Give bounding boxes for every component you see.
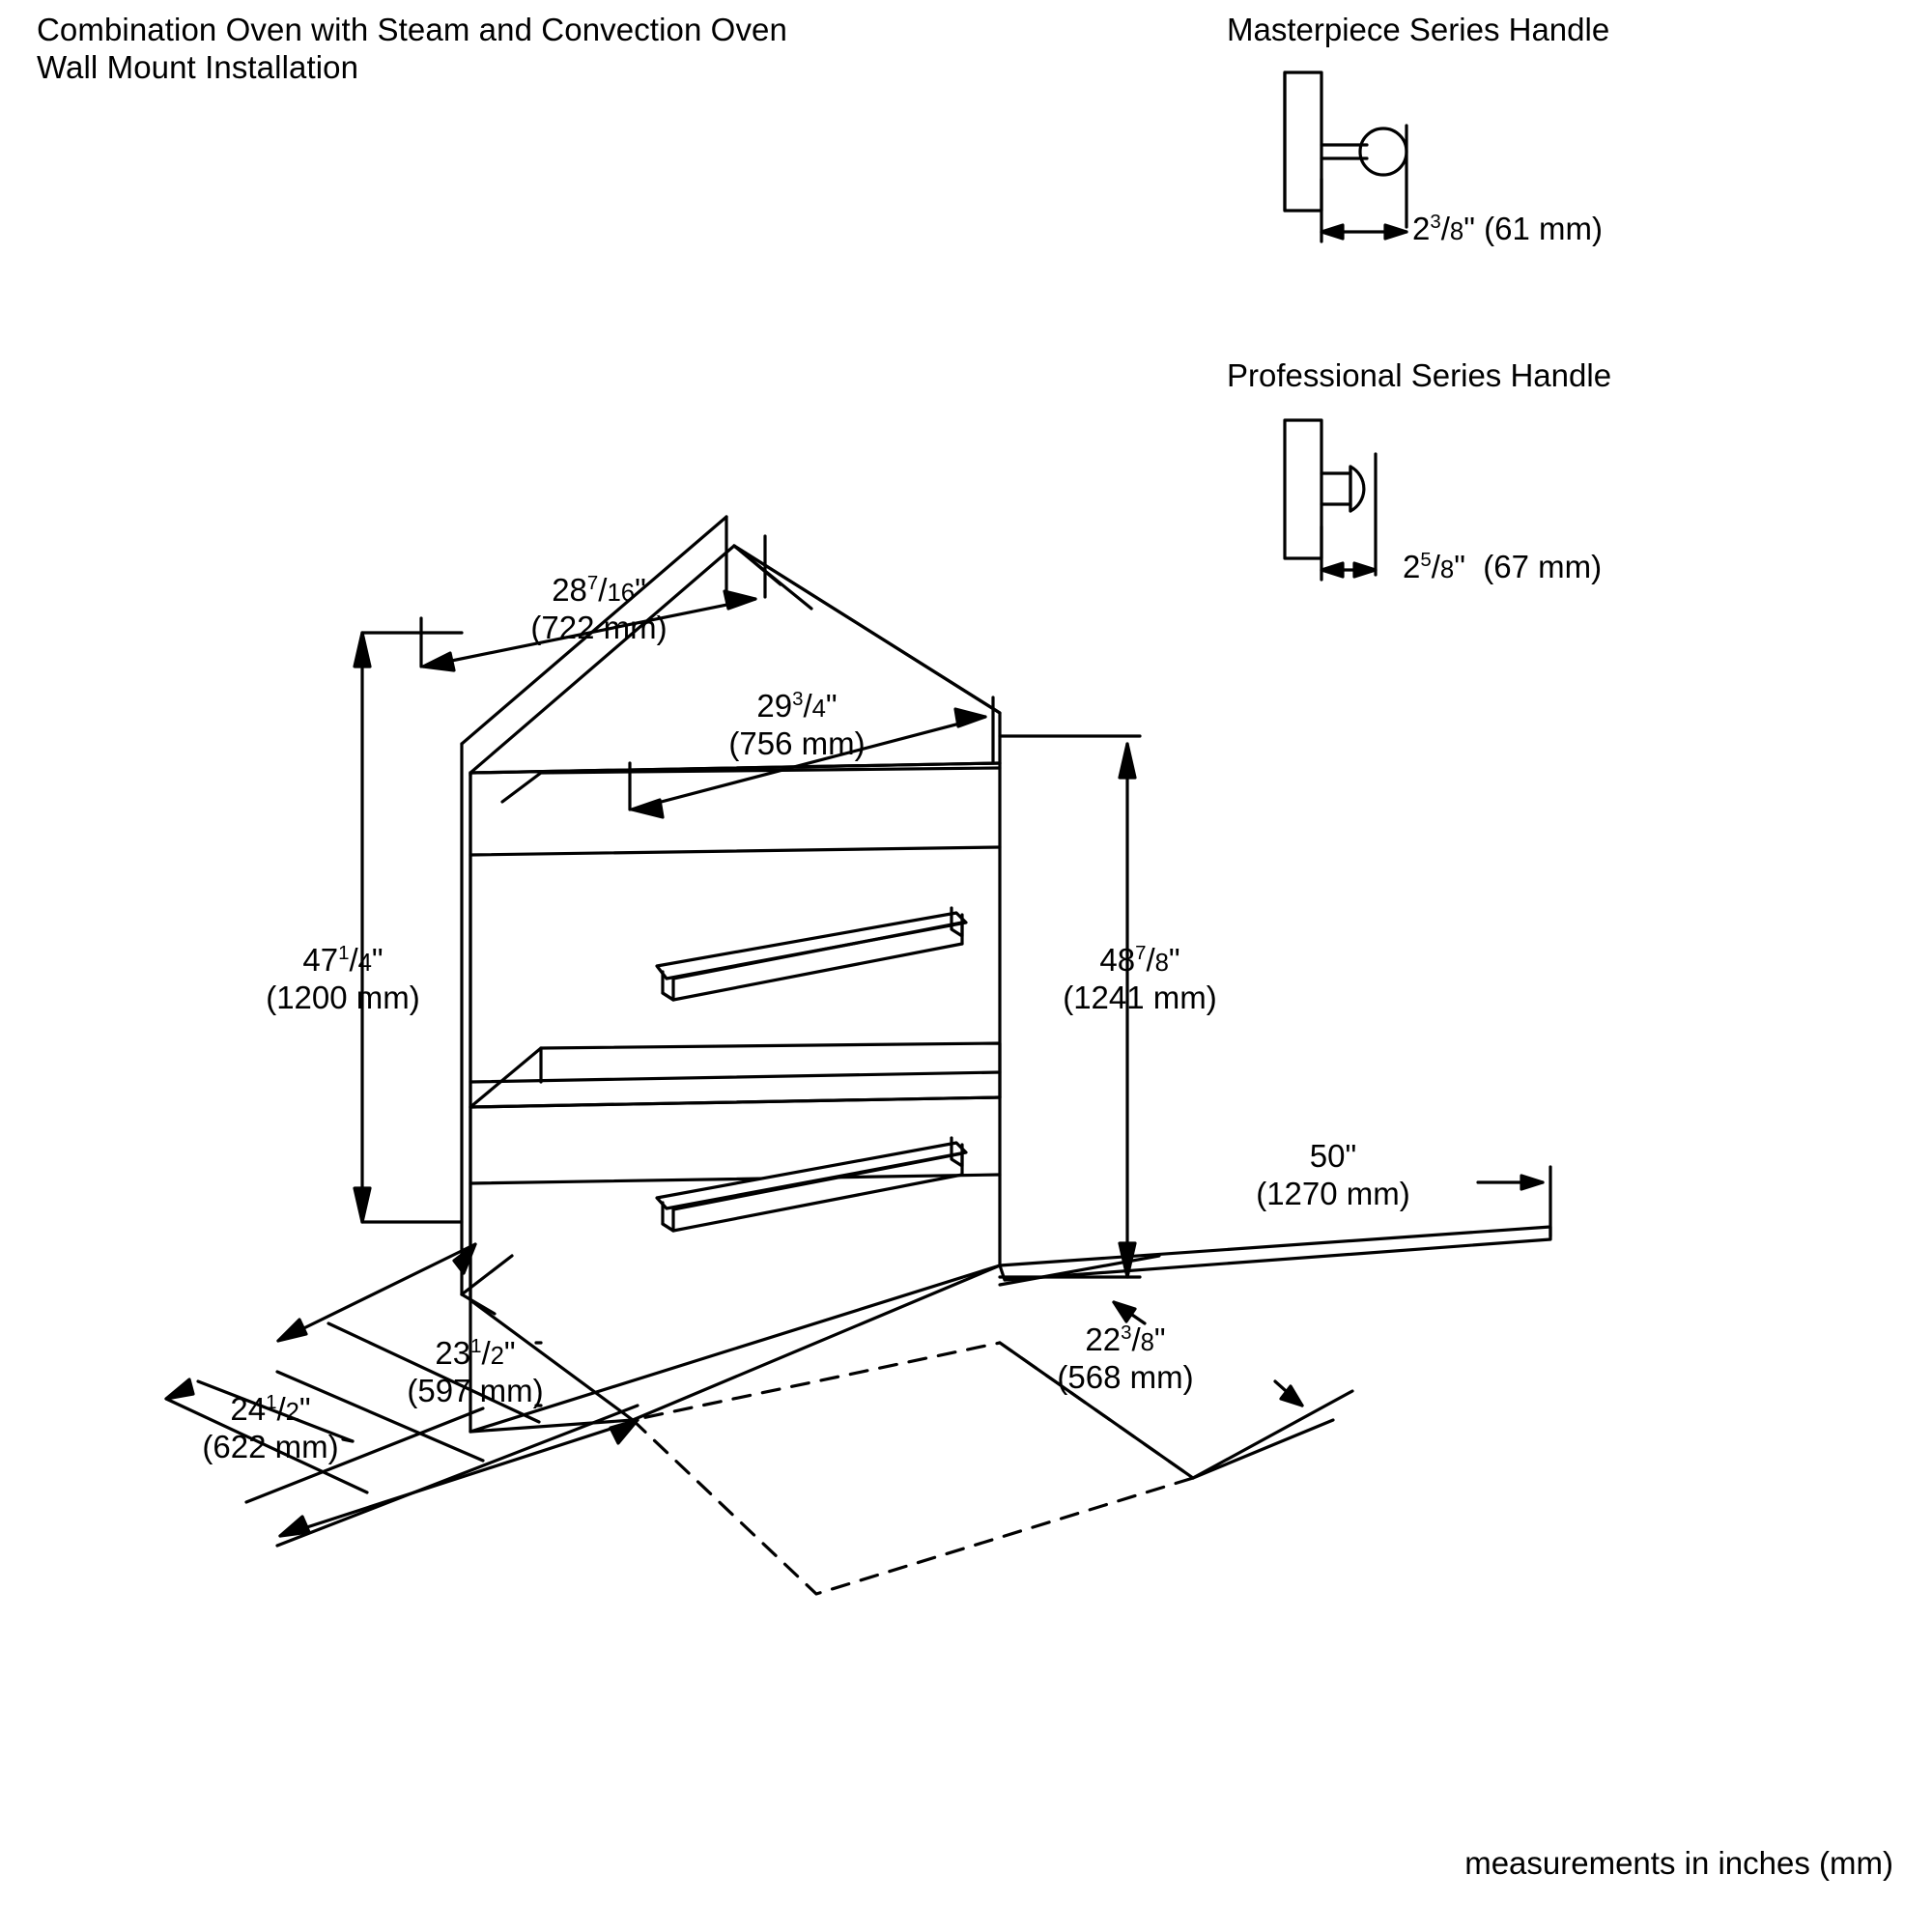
dim-label-cutout-depth: $23^1/2$" (597 mm) (407, 1335, 544, 1408)
id-unit: " (1153, 1321, 1166, 1357)
ch-num: 1 (338, 942, 350, 964)
masterpiece-handle-depth: $2^3/8$" (61 mm) (1412, 211, 1603, 246)
dim-label-overall-depth: $24^1/2$" (622 mm) (202, 1391, 339, 1464)
ch-whole: 47 (302, 942, 339, 978)
cl-mm: (1270 mm) (1256, 1175, 1410, 1211)
cw-den: 16 (607, 580, 636, 607)
pro-depth-whole: 2 (1403, 549, 1421, 584)
id-mm: (568 mm) (1057, 1358, 1194, 1395)
cl-whole: 50 (1309, 1138, 1346, 1174)
pro-depth-unit: " (1454, 549, 1465, 584)
dim-cutout-height (355, 633, 462, 1222)
cd-unit: " (503, 1335, 516, 1371)
oh-whole: 48 (1099, 942, 1136, 978)
title-line-2: Wall Mount Installation (37, 48, 359, 85)
professional-handle-title: Professional Series Handle (1227, 357, 1612, 393)
cd-den: 2 (490, 1343, 504, 1370)
oh-den: 8 (1154, 950, 1169, 977)
cw-num: 7 (586, 572, 599, 594)
cd-num: 1 (470, 1335, 482, 1357)
pw-den: 4 (811, 696, 826, 723)
pw-num: 3 (792, 688, 804, 710)
pw-unit: " (825, 688, 838, 724)
ch-unit: " (371, 942, 384, 978)
od-mm: (622 mm) (202, 1428, 339, 1464)
cd-mm: (597 mm) (407, 1372, 544, 1408)
id-den: 8 (1140, 1329, 1154, 1356)
mp-depth-unit: " (1463, 211, 1475, 246)
dim-label-cutout-width: $28^7/16$" (722 mm) (530, 572, 668, 645)
od-unit: " (298, 1391, 311, 1427)
ch-mm: (1200 mm) (266, 979, 420, 1015)
pw-whole: 29 (756, 688, 793, 724)
dim-label-clearance (1188, 1138, 1478, 1213)
mp-depth-den: 8 (1449, 218, 1464, 245)
pro-depth-den: 8 (1439, 556, 1455, 583)
cl-unit: " (1345, 1138, 1357, 1174)
od-num: 1 (266, 1391, 277, 1413)
oh-mm: (1241 mm) (1063, 979, 1217, 1015)
title-line-1: Combination Oven with Steam and Convection Oven (37, 12, 787, 47)
cw-whole: 28 (552, 572, 587, 608)
pro-depth-num: 5 (1420, 549, 1432, 571)
dim-label-cutout-height: $47^1/4$" (1200 mm) (266, 942, 420, 1015)
id-num: 3 (1121, 1321, 1132, 1344)
od-whole: 24 (230, 1391, 267, 1427)
dim-label-interior-depth: $22^3/8$" (568 mm) (1057, 1321, 1194, 1395)
footer-note: measurements in inches (mm) (1464, 1845, 1893, 1881)
mp-depth-mm: (61 mm) (1484, 211, 1603, 246)
page-title (37, 12, 1177, 87)
dim-label-overall-height: $48^7/8$" (1241 mm) (1063, 942, 1217, 1015)
id-whole: 22 (1085, 1321, 1122, 1357)
cw-unit: " (635, 572, 646, 608)
pro-depth-mm: (67 mm) (1483, 549, 1603, 584)
cw-mm: (722 mm) (530, 609, 668, 645)
oh-num: 7 (1135, 942, 1147, 964)
oven-body (462, 517, 1000, 1432)
cd-whole: 23 (435, 1335, 471, 1371)
professional-handle-icon (1285, 420, 1376, 580)
professional-handle-depth: $2^5/8$" (67 mm) (1403, 549, 1603, 584)
mp-depth-whole: 2 (1412, 211, 1431, 246)
pw-mm: (756 mm) (728, 724, 866, 761)
masterpiece-handle-title: Masterpiece Series Handle (1227, 12, 1610, 47)
ch-den: 4 (357, 950, 372, 977)
od-den: 2 (285, 1399, 299, 1426)
masterpiece-handle-icon (1285, 72, 1406, 242)
mp-depth-num: 3 (1430, 211, 1441, 233)
oh-unit: " (1168, 942, 1180, 978)
dim-label-product-width: $29^3/4$" (756 mm) (728, 688, 866, 761)
